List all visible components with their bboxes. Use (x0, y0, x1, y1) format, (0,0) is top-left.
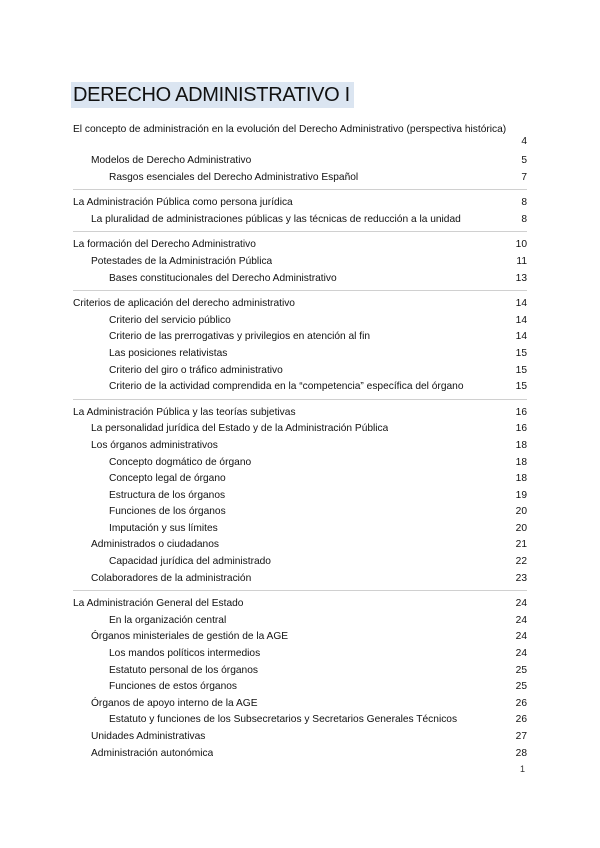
toc-entry-text: En la organización central (109, 614, 227, 626)
toc-entry[interactable] (73, 729, 527, 746)
toc-entry-text: Funciones de estos órganos (109, 681, 237, 693)
toc-entry-text: La Administración Pública y las teorías subjetivas (73, 406, 296, 418)
toc-entry[interactable] (73, 679, 527, 696)
toc-entry[interactable] (73, 571, 527, 588)
toc-entry[interactable] (73, 629, 527, 646)
toc-entry-page: 26 (515, 697, 527, 709)
toc-entry-page: 15 (515, 347, 527, 359)
toc-section (73, 153, 527, 190)
toc-entry-text: Estatuto personal de los órganos (109, 664, 258, 676)
toc-entry-text: Los mandos políticos intermedios (109, 648, 261, 660)
toc-section (73, 296, 527, 400)
toc-entry[interactable] (73, 313, 527, 330)
toc-entry-text: Las posiciones relativistas (109, 347, 228, 359)
toc-entry-text: Rasgos esenciales del Derecho Administrativo Español (109, 171, 359, 183)
document-title: DERECHO ADMINISTRATIVO I (71, 82, 354, 108)
toc-entry-page: 25 (515, 664, 527, 676)
toc-entry-text: Los órganos administrativos (91, 439, 218, 451)
toc-entry-page: 18 (515, 439, 527, 451)
toc-entry-page: 24 (515, 648, 527, 660)
toc-entry-page: 14 (515, 331, 527, 343)
toc-entry-page: 28 (515, 747, 527, 759)
toc-entry-page: 10 (515, 239, 527, 251)
toc-entry-page: 8 (521, 197, 527, 209)
toc-entry[interactable] (73, 646, 527, 663)
toc-entry[interactable] (73, 363, 527, 380)
toc-entry-text: Criterio del servicio público (109, 314, 231, 326)
toc-entry-text: Bases constitucionales del Derecho Administrativo (109, 272, 337, 284)
toc-entry[interactable] (73, 521, 527, 538)
toc-entry-text: Criterio del giro o tráfico administrativo (109, 364, 283, 376)
toc-entry[interactable] (73, 712, 527, 729)
toc-entry-page: 21 (515, 539, 527, 551)
toc-entry-text: Concepto dogmático de órgano (109, 456, 252, 468)
toc-entry[interactable] (73, 471, 527, 488)
toc-entry-page: 7 (521, 171, 527, 183)
toc-entry-page: 27 (515, 731, 527, 742)
toc-entry[interactable] (73, 504, 527, 521)
toc-entry-text: Administrados o ciudadanos (91, 539, 219, 551)
toc-entry-page: 16 (515, 423, 527, 435)
toc-entry[interactable] (73, 153, 527, 170)
toc-entry[interactable] (73, 554, 527, 571)
toc-entry-text: Colaboradores de la administración (91, 572, 252, 584)
toc-entry-page: 25 (515, 681, 527, 693)
toc-entry-text: Administración autonómica (91, 747, 214, 759)
table-of-contents (73, 124, 527, 770)
toc-entry[interactable] (73, 438, 527, 455)
toc-entry-page: 19 (515, 489, 527, 501)
toc-entry[interactable] (73, 455, 527, 472)
toc-entry-text: Unidades Administrativas (91, 731, 206, 742)
toc-entry-page: 18 (515, 473, 527, 485)
toc-entry[interactable] (73, 271, 527, 288)
toc-entry-text: Funciones de los órganos (109, 506, 226, 518)
toc-entry-text: La Administración General del Estado (73, 598, 244, 610)
toc-entry-text: Modelos de Derecho Administrativo (91, 155, 252, 166)
toc-entry-page: 14 (515, 298, 527, 310)
toc-entry[interactable] (73, 329, 527, 346)
toc-entry-page: 18 (515, 456, 527, 468)
toc-entry[interactable] (73, 596, 527, 613)
toc-entry-page: 23 (515, 572, 527, 584)
toc-groups (73, 153, 527, 765)
toc-entry[interactable] (73, 170, 527, 187)
toc-entry-text: Órganos de apoyo interno de la AGE (91, 697, 258, 709)
toc-section (73, 596, 527, 765)
toc-entry[interactable] (73, 537, 527, 554)
toc-entry-text: La personalidad jurídica del Estado y de la Administración Pública (91, 423, 389, 435)
toc-entry-page: 4 (521, 136, 527, 147)
toc-entry[interactable] (73, 696, 527, 713)
toc-entry-page: 26 (515, 714, 527, 726)
toc-entry-text: La pluralidad de administraciones públicas y las técnicas de reducción a la unidad (91, 213, 461, 225)
toc-entry-page: 15 (515, 381, 527, 393)
toc-entry[interactable] (73, 346, 527, 363)
toc-entry-page: 22 (515, 556, 527, 568)
toc-entry-page: 11 (516, 255, 527, 267)
toc-entry-page: 14 (515, 314, 527, 326)
toc-entry[interactable] (73, 421, 527, 438)
page-number: 1 (520, 764, 526, 774)
toc-entry-text: Potestades de la Administración Pública (91, 255, 273, 267)
toc-entry[interactable] (73, 379, 527, 396)
toc-entry-page: 24 (515, 598, 527, 610)
toc-entry-text: La Administración Pública como persona jurídica (73, 197, 293, 209)
toc-entry[interactable] (73, 613, 527, 630)
toc-entry-text: Estructura de los órganos (109, 489, 226, 501)
toc-entry[interactable] (73, 254, 527, 271)
toc-entry[interactable] (73, 237, 527, 254)
toc-entry-page: 20 (515, 506, 527, 518)
toc-entry[interactable] (73, 195, 527, 212)
toc-entry[interactable] (73, 663, 527, 680)
toc-entry[interactable] (73, 296, 527, 313)
toc-entry-text: Concepto legal de órgano (109, 473, 226, 485)
toc-section (73, 195, 527, 232)
toc-entry-text: Estatuto y funciones de los Subsecretarios y Secretarios Generales Técnicos (109, 714, 458, 726)
toc-entry[interactable] (73, 405, 527, 422)
toc-entry-text: Capacidad jurídica del administrado (109, 556, 271, 568)
toc-entry-text: Imputación y sus límites (109, 522, 218, 534)
toc-entry[interactable] (73, 746, 527, 763)
toc-entry-page: 5 (521, 155, 527, 166)
toc-entry-page: 24 (515, 631, 527, 643)
toc-entry-page: 13 (515, 272, 527, 284)
toc-section (73, 237, 527, 291)
toc-section (73, 405, 527, 592)
toc-entry-page: 15 (515, 364, 527, 376)
toc-entry-page: 20 (515, 522, 527, 534)
toc-entry-text: La formación del Derecho Administrativo (73, 239, 256, 251)
toc-entry[interactable] (73, 488, 527, 505)
toc-entry-text: Criterios de aplicación del derecho administrativo (73, 298, 295, 310)
toc-entry-text: Criterio de la actividad comprendida en la “competencia” específica del órgano (109, 381, 464, 393)
toc-entry[interactable] (73, 124, 527, 148)
toc-entry-text: Órganos ministeriales de gestión de la AGE (91, 631, 289, 643)
toc-entry-page: 16 (515, 406, 527, 418)
toc-entry[interactable] (73, 212, 527, 229)
toc-entry-text: El concepto de administración en la evolución del Derecho Administrativo (perspectiva histórica) (73, 124, 507, 135)
toc-entry-text: Criterio de las prerrogativas y privilegios en atención al fin (109, 331, 371, 343)
toc-entry-page: 24 (515, 614, 527, 626)
toc-entry-page: 8 (521, 213, 527, 225)
